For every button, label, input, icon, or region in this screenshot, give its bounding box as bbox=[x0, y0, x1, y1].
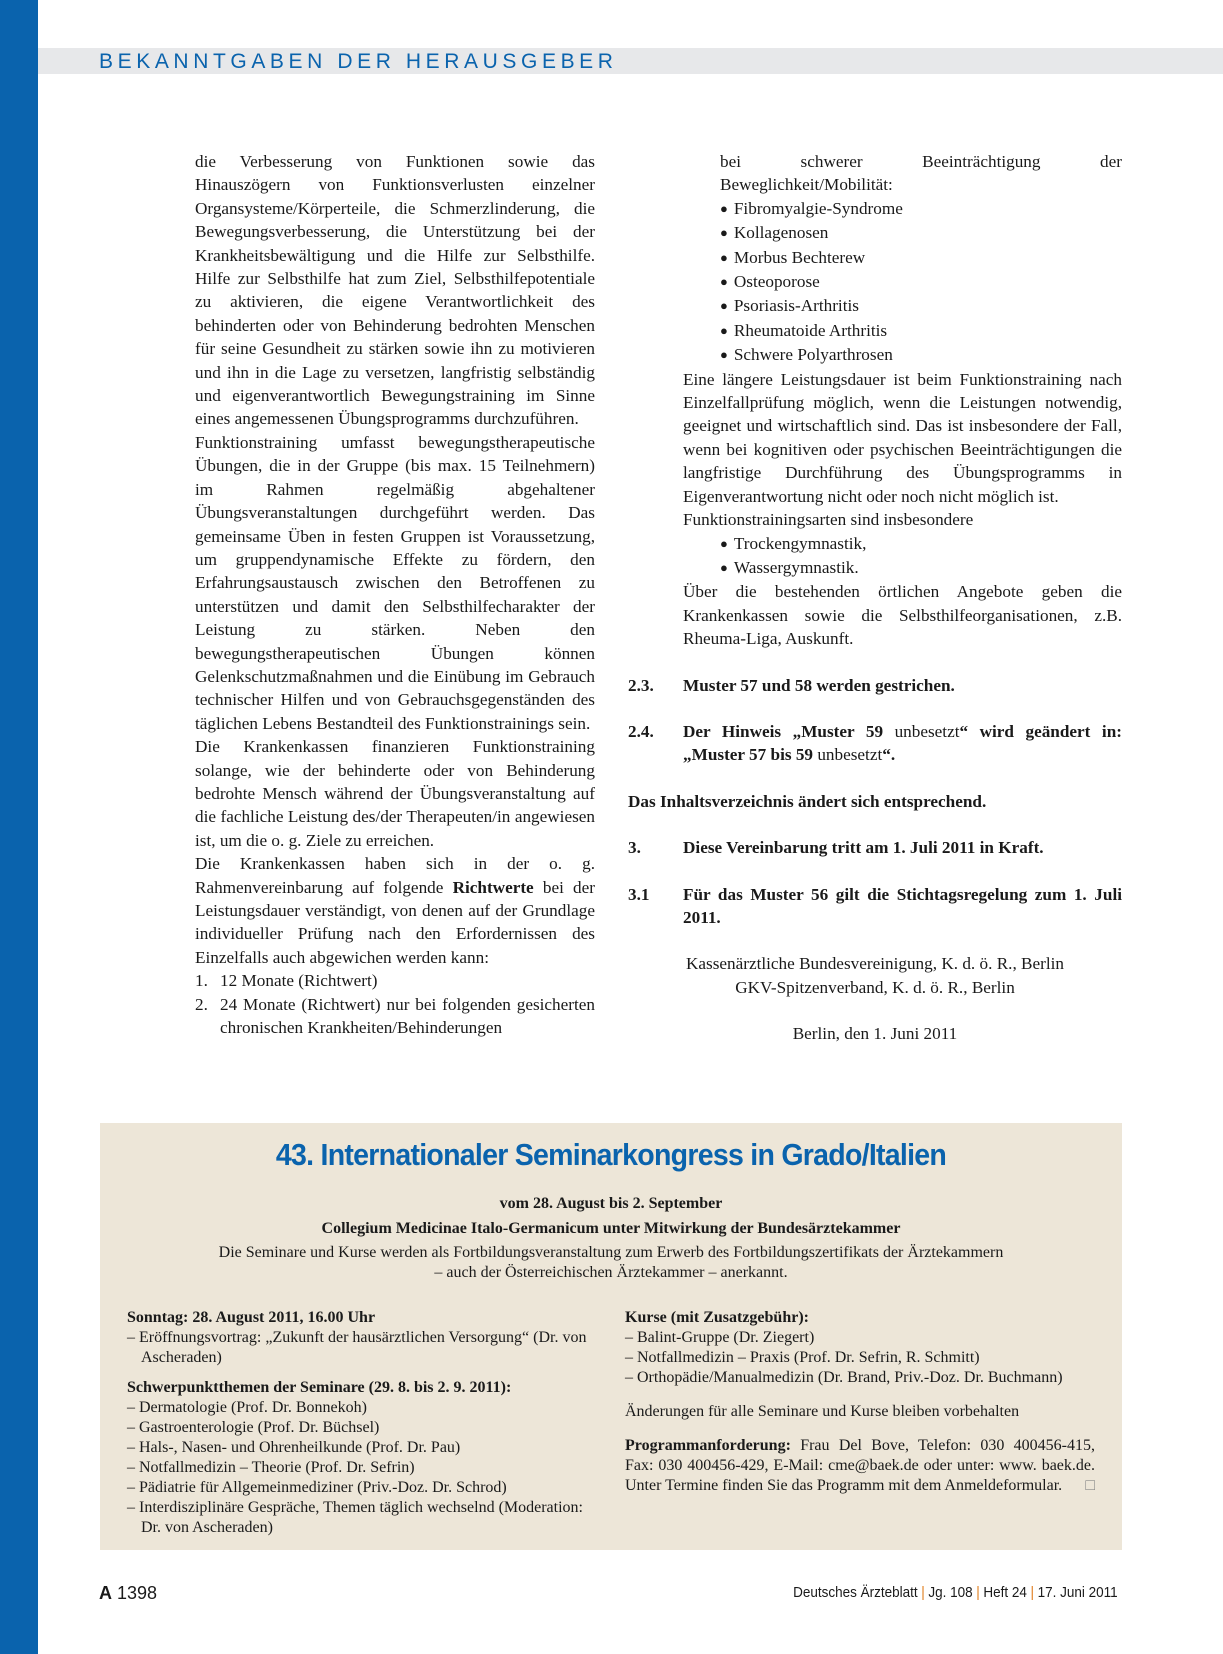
section-number: 3.1 bbox=[628, 884, 650, 904]
box-item: – Pädiatrie für Allgemeinmediziner (Priv.-Doz. Dr. Schrod) bbox=[127, 1479, 507, 1496]
left-accent-bar bbox=[0, 0, 38, 1654]
section-text: Diese Vereinbarung tritt am 1. Juli 2011 in Kraft. bbox=[683, 838, 1044, 858]
box-changes-note: Änderungen für alle Seminare und Kurse bleiben vorbehalten bbox=[625, 1403, 1020, 1420]
section-text: Muster 57 und 58 werden gestrichen. bbox=[683, 675, 955, 695]
toc-note: Das Inhaltsverzeichnis ändert sich entsprechend. bbox=[628, 791, 987, 811]
box-item: – Hals-, Nasen- und Ohrenheilkunde (Prof. Dr. Pau) bbox=[127, 1439, 461, 1456]
box-organizer: Collegium Medicinae Italo-Germanicum unter Mitwirkung der Bundesärztekammer bbox=[321, 1220, 901, 1237]
box-certification: – auch der Österreichischen Ärztekammer – anerkannt. bbox=[434, 1264, 788, 1281]
section-2-4 bbox=[628, 720, 1122, 767]
box-dates: vom 28. August bis 2. September bbox=[499, 1195, 723, 1212]
text-run: unbesetzt bbox=[894, 721, 960, 741]
box-program-label: Programmanforderung: bbox=[625, 1437, 791, 1454]
right-column bbox=[628, 150, 1122, 1046]
box-heading: Schwerpunktthemen der Seminare (29. 8. bis 2. 9. 2011): bbox=[127, 1379, 512, 1396]
seminar-announcement-box bbox=[100, 1123, 1122, 1550]
section-number: 3. bbox=[628, 838, 641, 858]
box-item: – Interdisziplinäre Gespräche, Themen täglich wechselnd (Moderation: Dr. von Ascheraden) bbox=[127, 1499, 583, 1536]
box-certification: Die Seminare und Kurse werden als Fortbildungsveranstaltung zum Erwerb des Fortbildungszertifikats der Ärztekammern bbox=[218, 1244, 1004, 1261]
journal-issue: Heft 24 bbox=[983, 1584, 1028, 1601]
text-run: “. bbox=[882, 745, 896, 765]
signatory: GKV-Spitzenverband, K. d. ö. R., Berlin bbox=[735, 977, 1015, 997]
section-text: Für das Muster 56 gilt die Stichtagsregelung zum 1. Juli 2011. bbox=[683, 884, 1122, 927]
list-item: ● Osteoporose bbox=[720, 270, 1122, 294]
box-item: – Eröffnungsvortrag: „Zukunft der hausärztlichen Versorgung“ (Dr. von Ascheraden) bbox=[127, 1329, 587, 1366]
section-3-1 bbox=[628, 883, 1122, 930]
box-title: 43. Internationaler Seminarkongress in Grado/Italien bbox=[275, 1137, 947, 1172]
paragraph: Funktionstraining umfasst bewegungstherapeutische Übungen, die in der Gruppe (bis max. 15 Teilnehmern) im Rahmen regelmäßig abgehaltener Übungsveranstaltungen durchgeführt werden. Das gemeinsame Üben in festen Gruppen ist Voraussetzung, um gruppendynamische Effekte zu fördern, den Erfahrungsaustausch zwischen den Betroffenen zu unterstützen und damit den Selbsthilfecharakter der Leistung zu stärken. Neben den bewegungstherapeutischen Übungen können Gelenkschutzmaßnahmen und die Einübung im Gebrauch technischer Hilfen und von Gebrauchsgegenständen des täglichen Lebens Bestandteil des Funktionstrainings sein. bbox=[195, 432, 595, 733]
journal-date: 17. Juni 2011 bbox=[1037, 1584, 1118, 1601]
section-text bbox=[683, 720, 1122, 767]
list-item: ● Trockengymnastik, bbox=[720, 532, 1122, 556]
box-program-request bbox=[625, 1436, 1095, 1496]
signing-date: Berlin, den 1. Juni 2011 bbox=[792, 1024, 958, 1044]
section-2-3 bbox=[628, 674, 1122, 697]
text-run: “ wird geändert in: „Muster 57 bis 59 bbox=[683, 721, 1122, 765]
duration-list bbox=[195, 969, 595, 1039]
text-run: Der Hinweis „Muster 59 bbox=[683, 721, 895, 741]
text-run: unbesetzt bbox=[817, 745, 883, 765]
section-header: BEKANNTGABEN DER HERAUSGEBER bbox=[99, 50, 618, 73]
box-left-column bbox=[127, 1308, 587, 1538]
text-run: bei der Leistungsdauer verständigt, von denen auf der Grundlage individueller Prüfung nach den Erfordernissen des Einzelfalls auch abgewichen werden kann: bbox=[195, 877, 595, 967]
section-number: 2.3. bbox=[628, 675, 654, 695]
box-item: – Gastroenterologie (Prof. Dr. Büchsel) bbox=[127, 1419, 380, 1436]
box-heading: Kurse (mit Zusatzgebühr): bbox=[625, 1309, 809, 1326]
box-right-column bbox=[625, 1308, 1095, 1496]
paragraph: Funktionstrainingsarten sind insbesondere bbox=[683, 510, 974, 530]
signatories bbox=[628, 952, 1122, 999]
list-item: ● Schwere Polyarthrosen bbox=[720, 343, 1122, 367]
list-number: 1. bbox=[195, 971, 208, 991]
paragraph-richtwerte bbox=[195, 852, 595, 969]
left-column bbox=[195, 150, 595, 1039]
journal-volume: Jg. 108 bbox=[928, 1584, 973, 1601]
box-item: – Notfallmedizin – Theorie (Prof. Dr. Sefrin) bbox=[127, 1459, 415, 1476]
list-text: 12 Monate (Richtwert) bbox=[220, 971, 378, 991]
end-mark-icon: □ bbox=[1085, 1477, 1095, 1494]
list-item: ● Psoriasis-Arthritis bbox=[720, 294, 1122, 318]
journal-info: Deutsches Ärzteblatt | Jg. 108 | Heft 24 | 17. Juni 2011 bbox=[793, 1584, 1118, 1601]
list-item: ● Fibromyalgie-Syndrome bbox=[720, 197, 1122, 221]
types-list bbox=[628, 532, 1122, 581]
page-number-value: 1398 bbox=[117, 1583, 158, 1603]
section-3 bbox=[628, 836, 1122, 859]
list-item: ● Kollagenosen bbox=[720, 221, 1122, 245]
list-item bbox=[195, 969, 595, 992]
page-number bbox=[99, 1583, 157, 1604]
signatory: Kassenärztliche Bundesvereinigung, K. d. ö. R., Berlin bbox=[685, 954, 1065, 974]
list-text: 24 Monate (Richtwert) nur bei folgenden gesicherten chronischen Krankheiten/Behinderungen bbox=[220, 994, 595, 1038]
bold-term: Richtwerte bbox=[452, 877, 534, 897]
box-heading: Sonntag: 28. August 2011, 16.00 Uhr bbox=[127, 1309, 376, 1326]
paragraph: Die Krankenkassen finanzieren Funktionstraining solange, wie der behinderte oder von Behinderung bedrohte Mensch während der Übungsveranstaltung auf die fachliche Leistung des/der Therapeuten/in angewiesen ist, um die o. g. Ziele zu erreichen. bbox=[195, 737, 595, 850]
text-run: Die Krankenkassen haben sich in der o. g. Rahmenvereinbarung auf folgende bbox=[195, 854, 595, 897]
conditions-list bbox=[628, 197, 1122, 368]
box-item: – Notfallmedizin – Praxis (Prof. Dr. Sefrin, R. Schmitt) bbox=[625, 1349, 980, 1366]
paragraph: Über die bestehenden örtlichen Angebote geben die Krankenkassen sowie die Selbsthilfeorganisationen, z.B. Rheuma-Liga, Auskunft. bbox=[683, 582, 1122, 649]
box-item: – Dermatologie (Prof. Dr. Bonnekoh) bbox=[127, 1399, 367, 1416]
paragraph: Eine längere Leistungsdauer ist beim Funktionstraining nach Einzelfallprüfung möglich, wenn die Leistungen notwendig, geeignet und wirtschaftlich sind. Das ist insbesondere der Fall, wenn bei kognitiven oder psychischen Beeinträchtigungen die langfristige Durchführung des Übungsprogramms in Eigenverantwortung nicht oder noch nicht möglich ist. bbox=[683, 369, 1122, 506]
paragraph: die Verbesserung von Funktionen sowie das Hinauszögern von Funktionsverlusten einzelner Organsysteme/Körperteile, die Schmerzlinderung, die Bewegungsverbesserung, die Unterstützung bei der Krankheitsbewältigung und die Hilfe zur Selbsthilfe. Hilfe zur Selbsthilfe hat zum Ziel, Selbsthilfepotentiale zu aktivieren, die eigene Verantwortlichkeit des behinderten oder von Behinderung bedrohten Menschen für seine Gesundheit zu stärken sowie ihn zu motivieren und ihn in die Lage zu versetzen, langfristig selbständig und eigenverantwortlich Bewegungstraining im Sinne eines angemessenen Übungsprogramms durchzuführen. bbox=[195, 152, 595, 429]
journal-name: Deutsches Ärzteblatt bbox=[793, 1584, 918, 1601]
page-prefix: A bbox=[99, 1583, 112, 1603]
list-item bbox=[195, 993, 595, 1040]
paragraph: bei schwerer Beeinträchtigung der Beweglichkeit/Mobilität: bbox=[720, 152, 1122, 195]
list-item: ● Morbus Bechterew bbox=[720, 246, 1122, 270]
box-program-text: Frau Del Bove, Telefon: 030 400456-415, Fax: 030 400456-429, E-Mail: cme@baek.de oder unter: www. baek.de. Unter Termine finden Sie das Programm mit dem Anmeldeformular. bbox=[625, 1437, 1095, 1494]
list-number: 2. bbox=[195, 994, 208, 1014]
list-item: ● Wassergymnastik. bbox=[720, 556, 1122, 580]
box-item: – Orthopädie/Manualmedizin (Dr. Brand, Priv.-Doz. Dr. Buchmann) bbox=[625, 1369, 1063, 1386]
section-number: 2.4. bbox=[628, 721, 654, 741]
list-item: ● Rheumatoide Arthritis bbox=[720, 319, 1122, 343]
box-item: – Balint-Gruppe (Dr. Ziegert) bbox=[625, 1329, 815, 1346]
